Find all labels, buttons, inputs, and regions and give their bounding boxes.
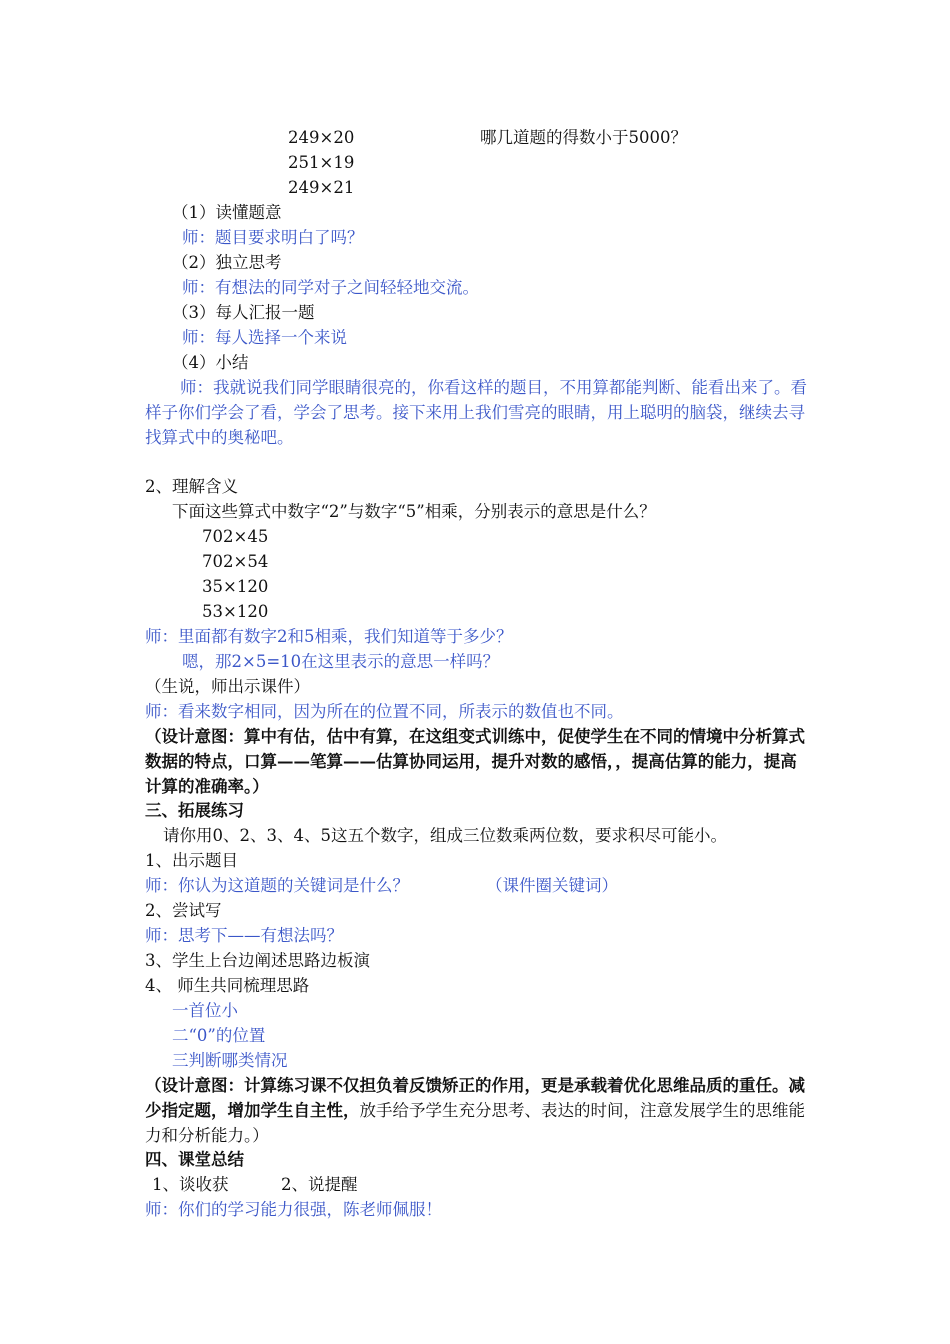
teacher-line-section-2-a: 师：里面都有数字2和5相乘，我们知道等于多少？	[145, 627, 513, 646]
design-intent-1: （设计意图：算中有估，估中有算，在这组变式训练中，促使学生在不同的情境中分析算式数据的特点，口算——笔算——估算协同运用，提升对数的感悟，，提高估算的能力，提高计算的准确率。）	[145, 727, 805, 796]
section-2-expression: 53×120	[202, 602, 269, 621]
part-3-step-2: 2、尝试写	[145, 901, 222, 920]
teacher-line-part-3-step-1: 师：你认为这道题的关键词是什么？	[145, 876, 409, 895]
design-intent-2	[145, 1073, 809, 1148]
teacher-line-step-3: 师：每人选择一个来说	[182, 328, 347, 347]
step-1: （1）读懂题意	[172, 203, 282, 222]
teacher-line-part-4: 师：你们的学习能力很强，陈老师佩服！	[145, 1200, 442, 1219]
teacher-line-step-1: 师：题目要求明白了吗？	[182, 228, 364, 247]
student-note: （生说，师出示课件）	[145, 677, 310, 696]
strategy-list-item: 二“0”的位置	[172, 1026, 266, 1045]
part-3-step-3: 3、学生上台边阐述思路边板演	[145, 951, 370, 970]
expression-question: 哪几道题的得数小于5000？	[480, 128, 687, 147]
section-2-expression: 702×45	[202, 527, 269, 546]
expression-3: 249×21	[288, 178, 355, 197]
section-2-question: 下面这些算式中数字“2”与数字“5”相乘，分别表示的意思是什么？	[172, 502, 656, 521]
part-3-title: 三、拓展练习	[145, 801, 244, 820]
section-2-expression: 35×120	[202, 577, 269, 596]
teacher-line-step-2: 师：有想法的同学对子之间轻轻地交流。	[182, 278, 479, 297]
step-4: （4）小结	[172, 353, 249, 372]
courseware-note: （课件圈关键词）	[486, 876, 618, 895]
part-3-step-4: 4、 师生共同梳理思路	[145, 976, 310, 995]
design-intent-2-rest: 放手给予学生充分思考、表达的时间，注意发展学生的思维能力和分析能力。）	[145, 1101, 805, 1145]
section-2-expression: 702×54	[202, 552, 269, 571]
teacher-summary-paragraph: 师：我就说我们同学眼睛很亮的，你看这样的题目，不用算都能判断、能看出来了。看样子你们学会了看，学会了思考。接下来用上我们雪亮的眼睛，用上聪明的脑袋，继续去寻找算式中的奥秘吧。	[145, 378, 807, 447]
step-3: （3）每人汇报一题	[172, 303, 315, 322]
teacher-line-part-3-step-2: 师：思考下——有想法吗？	[145, 926, 343, 945]
teacher-line-section-2-b: 嗯，那2×5=10在这里表示的意思一样吗？	[182, 652, 500, 671]
teacher-line-section-2-c: 师：看来数字相同，因为所在的位置不同，所表示的数值也不同。	[145, 702, 624, 721]
part-4-title: 四、课堂总结	[145, 1150, 244, 1169]
part-4-items: 1、谈收获 2、说提醒	[152, 1175, 358, 1194]
expression-1: 249×20	[288, 128, 355, 147]
section-2-title: 2、理解含义	[145, 477, 238, 496]
part-3-step-1: 1、出示题目	[145, 851, 238, 870]
step-2: （2）独立思考	[172, 253, 282, 272]
part-3-task: 请你用0、2、3、4、5这五个数字，组成三位数乘两位数，要求积尽可能小。	[163, 826, 727, 845]
strategy-list-item: 三判断哪类情况	[172, 1051, 288, 1070]
expression-2: 251×19	[288, 153, 355, 172]
design-intent-2-bold: （设计意图：计算练习课不仅担负着反馈矫正的作用，更是承载着优化思维品质的重任。减少指定题，增加学生自主性，	[145, 1076, 805, 1120]
strategy-list-item: 一首位小	[172, 1001, 238, 1020]
